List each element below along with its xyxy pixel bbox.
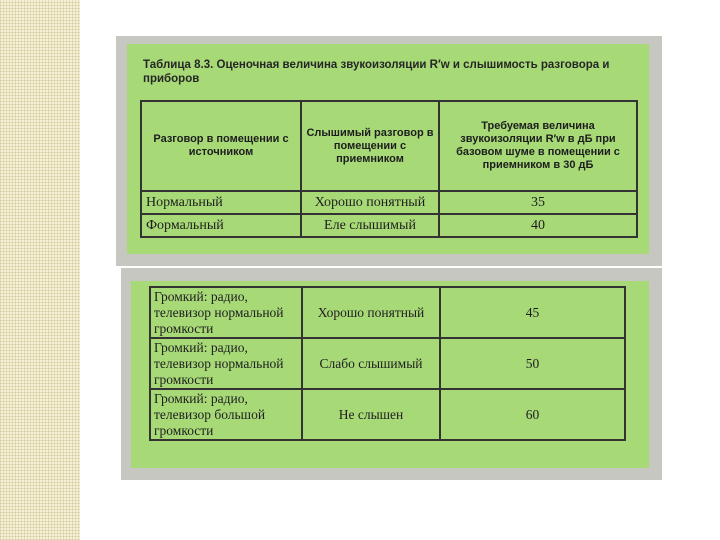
cell-conversation: Громкий: радио, телевизор нормальной громкости [150, 338, 302, 389]
sound-insulation-table-top [140, 100, 638, 238]
cell-audibility: Хорошо понятный [302, 287, 440, 338]
header-audibility: Слышимый разговор в помещении с приемником [301, 101, 439, 191]
table-row [141, 214, 637, 237]
cell-conversation: Нормальный [141, 191, 301, 214]
header-conversation: Разговор в помещении с источником [141, 101, 301, 191]
cell-value: 50 [440, 338, 625, 389]
cell-audibility: Не слышен [302, 389, 440, 440]
table-row [150, 389, 625, 440]
cell-value: 35 [439, 191, 637, 214]
cell-conversation: Громкий: радио, телевизор большой громкости [150, 389, 302, 440]
cell-value: 60 [440, 389, 625, 440]
header-required-insulation: Требуемая величина звукоизоляции R′w в дБ при базовом шуме в помещении с приемником в 30 дБ [439, 101, 637, 191]
cell-value: 40 [439, 214, 637, 237]
cell-conversation: Формальный [141, 214, 301, 237]
cell-audibility: Еле слышимый [301, 214, 439, 237]
table-header-row [141, 101, 637, 191]
table-row [141, 191, 637, 214]
cell-audibility: Слабо слышимый [302, 338, 440, 389]
table-caption: Таблица 8.3. Оценочная величина звукоизоляции R′w и слышимость разговора и приборов [143, 59, 610, 85]
cell-value: 45 [440, 287, 625, 338]
decorative-side-strip [0, 0, 80, 540]
cell-conversation: Громкий: радио, телевизор нормальной громкости [150, 287, 302, 338]
table-row [150, 338, 625, 389]
sound-insulation-table-bottom [149, 286, 626, 441]
cell-audibility: Хорошо понятный [301, 191, 439, 214]
table-row [150, 287, 625, 338]
